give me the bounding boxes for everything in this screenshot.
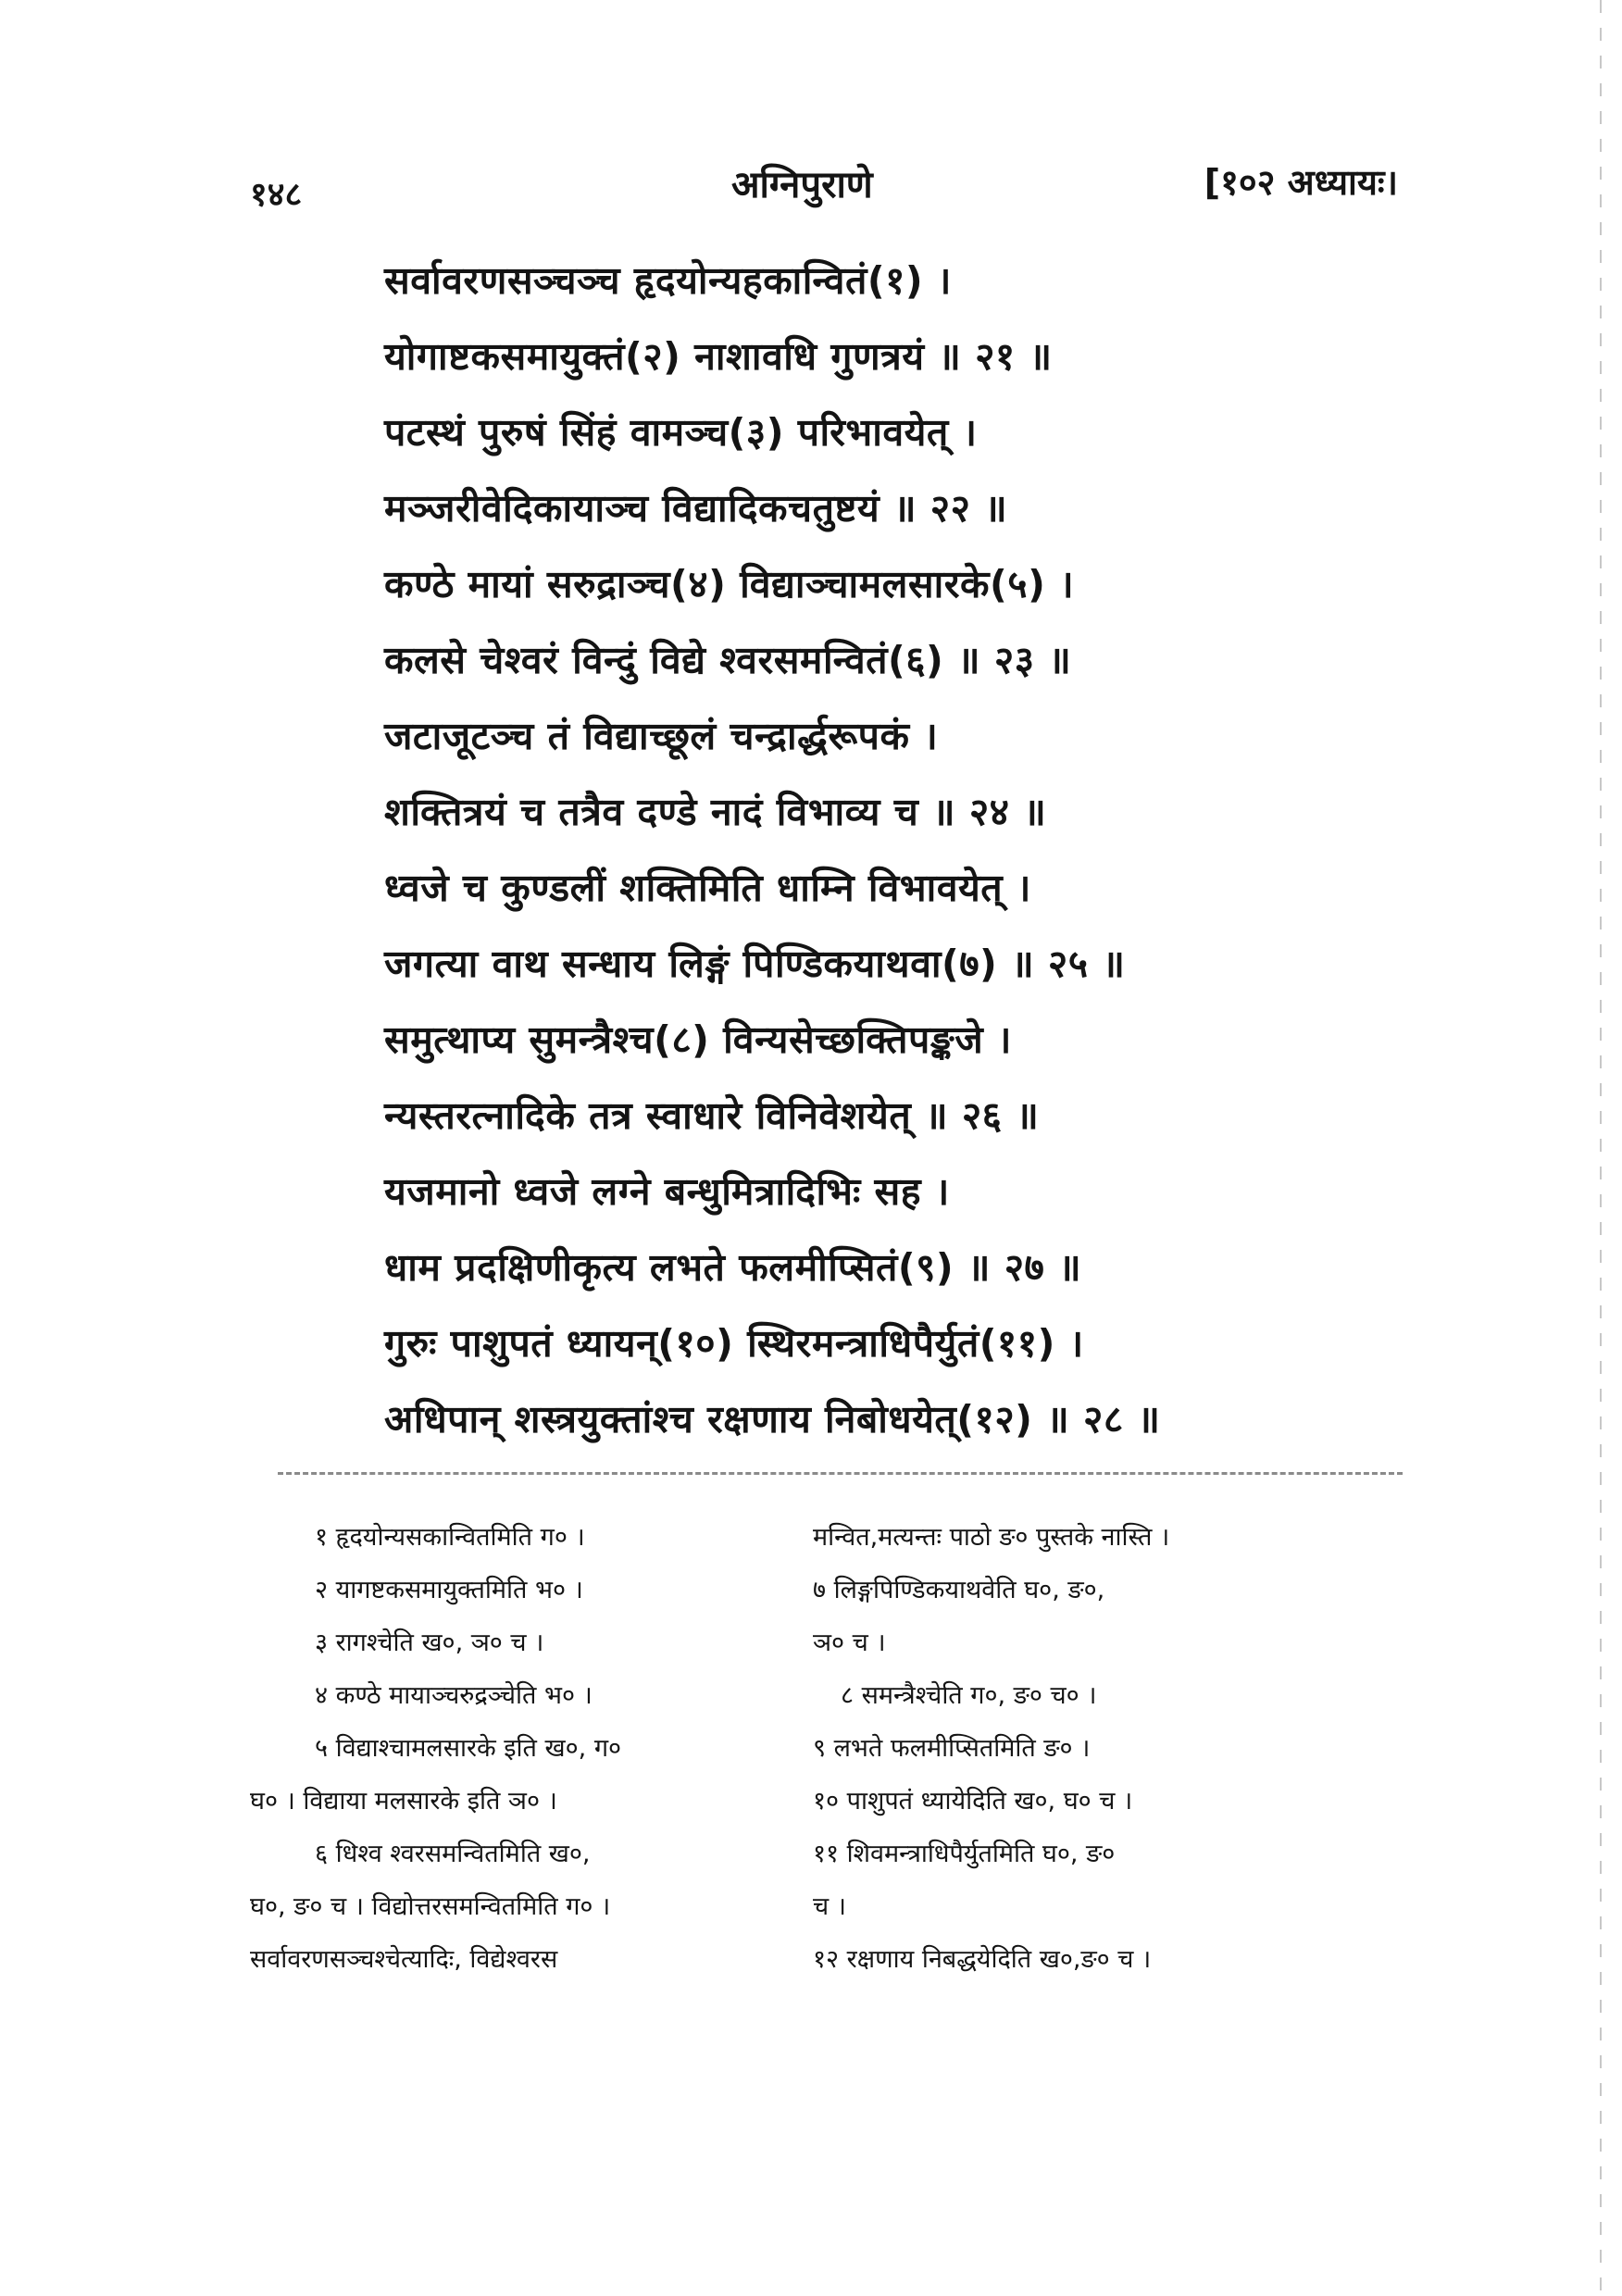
chapter-label: [१०२ अध्यायः।	[1204, 162, 1398, 203]
footnote-line: ११ शिवमन्त्राधिपैर्युतमिति घ०, ङ०	[813, 1840, 1116, 1868]
footnote-line: ६ धिश्व श्वरसमन्वितमिति ख०,	[315, 1840, 591, 1868]
verse-line: योगाष्टकसमायुक्तं(२) नाशावधि गुणत्रयं ॥ २१ ॥	[384, 334, 1053, 379]
verse-line: सर्वावरणसञ्चञ्च हृदयोन्यहकान्वितं(१) ।	[384, 258, 952, 303]
footnote-line: मन्वित,मत्यन्तः पाठो ङ० पुस्तके नास्ति ।	[813, 1523, 1170, 1552]
verse-line: कण्ठे मायां सरुद्राञ्च(४) विद्याञ्चामलसारके(५) ।	[384, 562, 1075, 606]
footnote-divider	[278, 1472, 1403, 1475]
footnotes-right-column	[813, 1511, 1405, 1986]
footnotes-left-column	[250, 1511, 805, 1986]
book-title: अग्निपुराणे	[731, 164, 873, 206]
verse-line: गुरुः पाशुपतं ध्यायन्(१०) स्थिरमन्त्राधिपैर्युतं(११) ।	[384, 1321, 1084, 1366]
page-number: १४८	[250, 176, 303, 214]
verse-line: न्यस्तरत्नादिके तत्र स्वाधारे विनिवेशयेत् ॥ २६ ॥	[384, 1093, 1040, 1138]
verse-block	[384, 243, 1403, 1457]
footnote-line: १२ रक्षणाय निबद्धयेदिति ख०,ङ० च ।	[813, 1945, 1152, 1974]
verse-line: मञ्जरीवेदिकायाञ्च विद्यादिकचतुष्टयं ॥ २२ ॥	[384, 486, 1008, 530]
footnote-line: ३ रागश्चेति ख०, ञ० च ।	[315, 1628, 544, 1657]
verse-line: ध्वजे च कुण्डलीं शक्तिमिति धाम्नि विभावयेत् ।	[384, 866, 1031, 910]
verse-line: जटाजूटञ्च तं विद्याच्छूलं चन्द्रार्द्धरूपकं ।	[384, 714, 939, 758]
verse-line: अधिपान् शस्त्रयुक्तांश्च रक्षणाय निबोधयेत्(१२) ॥ २८ ॥	[384, 1397, 1161, 1441]
footnote-line: ४ कण्ठे मायाञ्चरुद्रञ्चेति भ० ।	[315, 1681, 593, 1710]
page-header	[250, 157, 1398, 213]
footnote-line: घ०, ङ० च । विद्योत्तरसमन्वितमिति ग० ।	[250, 1892, 611, 1921]
footnote-line: ५ विद्याश्चामलसारके इति ख०, ग०	[315, 1734, 622, 1763]
footnote-line: सर्वावरणसञ्चश्चेत्यादिः, विद्येश्वरस	[250, 1945, 558, 1974]
footnote-line: ८ समन्त्रैश्चेति ग०, ङ० च० ।	[841, 1681, 1097, 1710]
footnote-line: च ।	[813, 1892, 846, 1921]
scan-edge-mark	[1600, 0, 1602, 2296]
footnote-line: १ हृदयोन्यसकान्वितमिति ग० ।	[315, 1523, 585, 1552]
footnote-line: घ० । विद्याया मलसारके इति ञ० ।	[250, 1787, 557, 1816]
footnote-line: २ यागष्टकसमायुक्तमिति भ० ।	[315, 1576, 583, 1604]
verse-line: शक्तित्रयं च तत्रैव दण्डे नादं विभाव्य च ॥ २४ ॥	[384, 790, 1047, 834]
verse-line: समुत्थाप्य सुमन्त्रैश्च(८) विन्यसेच्छक्तिपङ्कजे ।	[384, 1017, 1012, 1062]
footnote-line: १० पाशुपतं ध्यायेदिति ख०, घ० च ।	[813, 1787, 1133, 1816]
footnote-line: ञ० च ।	[813, 1628, 886, 1657]
verse-line: पटस्थं पुरुषं सिंहं वामञ्च(३) परिभावयेत् ।	[384, 410, 978, 455]
verse-line: जगत्या वाथ सन्धाय लिङ्गं पिण्डिकयाथवा(७) ॥ २५ ॥	[384, 942, 1126, 986]
footnote-line: ९ लभते फलमीप्सितमिति ङ० ।	[813, 1734, 1091, 1763]
footnote-line: ७ लिङ्गपिण्डिकयाथवेति घ०, ङ०,	[813, 1576, 1105, 1604]
verse-line: यजमानो ध्वजे लग्ने बन्धुमित्रादिभिः सह ।	[384, 1169, 950, 1214]
verse-line: कलसे चेश्वरं विन्दुं विद्ये श्वरसमन्वितं(६) ॥ २३ ॥	[384, 638, 1072, 682]
verse-line: धाम प्रदक्षिणीकृत्य लभते फलमीप्सितं(९) ॥ २७ ॥	[384, 1245, 1082, 1290]
